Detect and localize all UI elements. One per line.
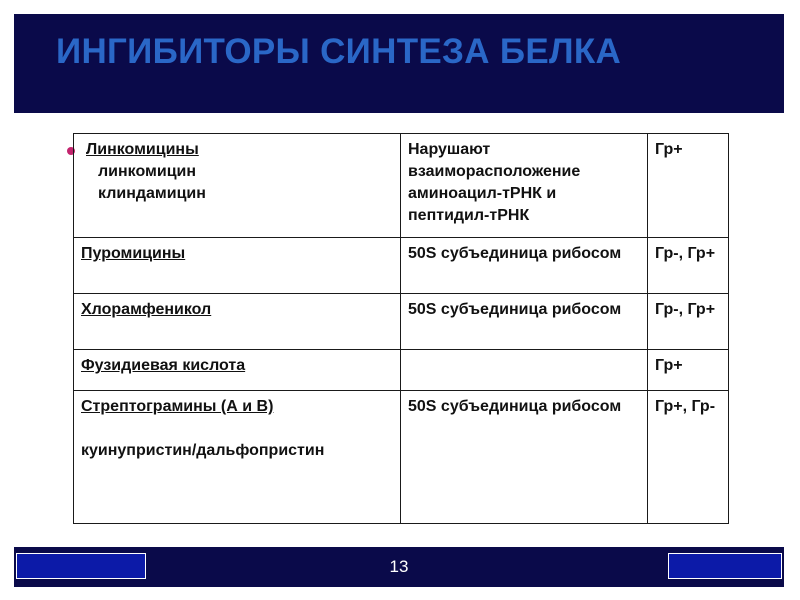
- drug-name: линкомицин: [98, 163, 197, 180]
- drug-name-cell: [74, 238, 401, 294]
- drug-class-name: Линкомицины: [86, 141, 199, 158]
- gram-cell: Гр+: [648, 350, 729, 391]
- target-cell: [401, 350, 648, 391]
- drug-class-name: Фузидиевая кислота: [81, 357, 246, 374]
- target-cell: 50S субъединица рибосом: [401, 294, 648, 350]
- table-row: [74, 134, 729, 238]
- gram-cell: Гр+, Гр-: [648, 391, 729, 524]
- table-row: [74, 294, 729, 350]
- gram-cell: Гр-, Гр+: [648, 294, 729, 350]
- gram-cell: Гр-, Гр+: [648, 238, 729, 294]
- drug-class-name: Хлорамфеникол: [81, 301, 212, 318]
- drug-name: куинупристин/дальфопристин: [81, 442, 325, 459]
- page-number: 13: [389, 557, 409, 576]
- target-cell: 50S субъединица рибосом: [401, 391, 648, 524]
- drug-name-cell: [74, 134, 401, 238]
- drug-name-cell: [74, 350, 401, 391]
- inhibitors-table: [73, 133, 729, 524]
- drug-name-cell: [74, 391, 401, 524]
- drug-class-name: Стрептограмины (А и В): [81, 398, 274, 415]
- table-row: [74, 350, 729, 391]
- target-cell: 50S субъединица рибосом: [401, 238, 648, 294]
- footer-bar: [14, 547, 784, 587]
- drug-name-cell: [74, 294, 401, 350]
- table-row: [74, 391, 729, 524]
- target-cell: Нарушают взаиморасположение аминоацил-тРНК и пептидил-тРНК: [401, 134, 648, 238]
- table-row: [74, 238, 729, 294]
- drug-class-name: Пуромицины: [81, 245, 186, 262]
- footer-box-right: [668, 553, 782, 579]
- gram-cell: Гр+: [648, 134, 729, 238]
- slide-title: ИНГИБИТОРЫ СИНТЕЗА БЕЛКА: [56, 32, 622, 71]
- drug-name: клиндамицин: [98, 185, 206, 202]
